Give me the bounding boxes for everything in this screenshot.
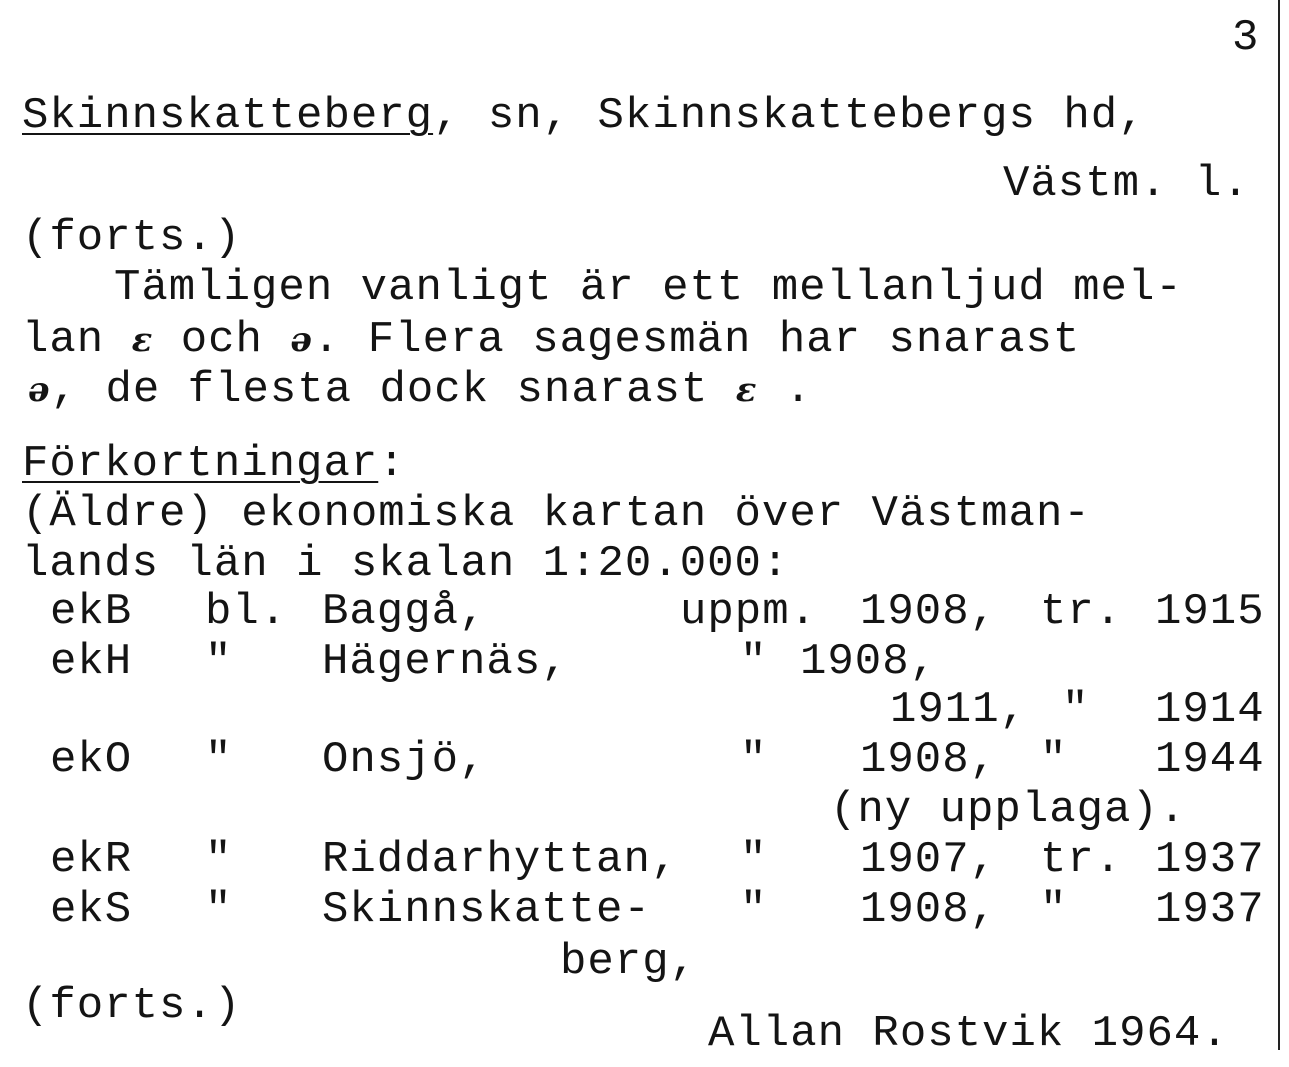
text-fragment: , de flesta dock snarast xyxy=(50,365,709,415)
text-fragment: och xyxy=(180,315,263,365)
entry-name: berg, xyxy=(560,937,698,987)
map-sheet-entry xyxy=(0,886,1289,934)
heading-rest: , sn, Skinnskattebergs hd, xyxy=(433,91,1146,141)
map-sheet-entry xyxy=(0,736,1289,784)
text-fragment: . xyxy=(784,365,813,415)
entry-name: Riddarhyttan, xyxy=(322,835,679,885)
text-fragment: . Flera sagesmän har snarast xyxy=(312,315,1081,365)
entry-tr: tr. xyxy=(1040,835,1123,885)
entry-code: ekR xyxy=(50,835,133,885)
entry-sheet-prefix: " xyxy=(205,735,233,785)
phonetic-symbol: ɛ xyxy=(131,320,154,360)
entry-tr: " xyxy=(1062,685,1090,735)
entry-tr: tr. xyxy=(1040,587,1123,637)
entry-code: ekH xyxy=(50,637,133,687)
entry-sheet-prefix: " xyxy=(205,835,233,885)
text-fragment: lan xyxy=(22,315,105,365)
entry-year2: 1915 xyxy=(1155,587,1265,637)
map-sheet-entry xyxy=(0,836,1289,884)
entry-year2: 1937 xyxy=(1155,835,1265,885)
entry-uppm: " xyxy=(740,885,768,935)
map-sheet-entry xyxy=(0,638,1289,686)
entry-uppm: " xyxy=(740,735,768,785)
entry-year1: 1911, xyxy=(890,685,1028,735)
card-heading xyxy=(22,92,1146,140)
entry-uppm: uppm. xyxy=(680,587,818,637)
entry-year1: (ny upplaga). xyxy=(830,785,1187,835)
entry-name: Baggå, xyxy=(322,587,487,637)
entry-year2: 1944 xyxy=(1155,735,1265,785)
map-sheet-entry xyxy=(0,786,1289,834)
abbrev-heading xyxy=(22,440,406,488)
paragraph-line-1: Tämligen vanligt är ett mellanljud mel- xyxy=(114,263,1183,313)
abbrev-line-1: (Äldre) ekonomiska kartan över Västman- xyxy=(22,489,1091,539)
entry-tr: " xyxy=(1040,735,1068,785)
county-label: Västm. l. xyxy=(1003,159,1250,209)
map-sheet-entry xyxy=(0,686,1289,734)
entry-uppm: " xyxy=(740,835,768,885)
continued-bottom: (forts.) xyxy=(22,981,242,1031)
entry-code: ekO xyxy=(50,735,133,785)
abbrev-heading-colon: : xyxy=(378,439,406,489)
entry-name: Hägernäs, xyxy=(322,637,569,687)
paragraph-line-3 xyxy=(28,366,812,414)
entry-year2: 1914 xyxy=(1155,685,1265,735)
card-number: 3 xyxy=(1232,13,1260,63)
entry-year1: 1908, xyxy=(860,735,998,785)
entry-year1: 1908, xyxy=(800,637,938,687)
phonetic-symbol: ɛ xyxy=(735,370,758,410)
phonetic-symbol: ə xyxy=(290,320,313,360)
place-name: Skinnskatteberg xyxy=(22,91,434,141)
abbrev-heading-text: Förkortningar xyxy=(22,439,379,489)
entry-sheet-prefix: " xyxy=(205,885,233,935)
signature: Allan Rostvik 1964. xyxy=(708,1009,1229,1059)
entry-uppm: " xyxy=(740,637,768,687)
paragraph-line-2 xyxy=(22,316,1080,364)
entry-name: Onsjö, xyxy=(322,735,487,785)
entry-year1: 1908, xyxy=(860,885,998,935)
entry-sheet-prefix: " xyxy=(205,637,233,687)
entry-code: ekS xyxy=(50,885,133,935)
entry-year2: 1937 xyxy=(1155,885,1265,935)
abbrev-line-2: lands län i skalan 1:20.000: xyxy=(22,539,790,589)
continued-top: (forts.) xyxy=(22,213,242,263)
entry-code: ekB xyxy=(50,587,133,637)
entry-year1: 1907, xyxy=(860,835,998,885)
map-sheet-entry xyxy=(0,588,1289,636)
phonetic-symbol: ə xyxy=(28,370,51,410)
entry-name: Skinnskatte- xyxy=(322,885,651,935)
entry-tr: " xyxy=(1040,885,1068,935)
entry-sheet-prefix: bl. xyxy=(205,587,288,637)
entry-year1: 1908, xyxy=(860,587,998,637)
map-sheet-entry xyxy=(0,938,1289,986)
